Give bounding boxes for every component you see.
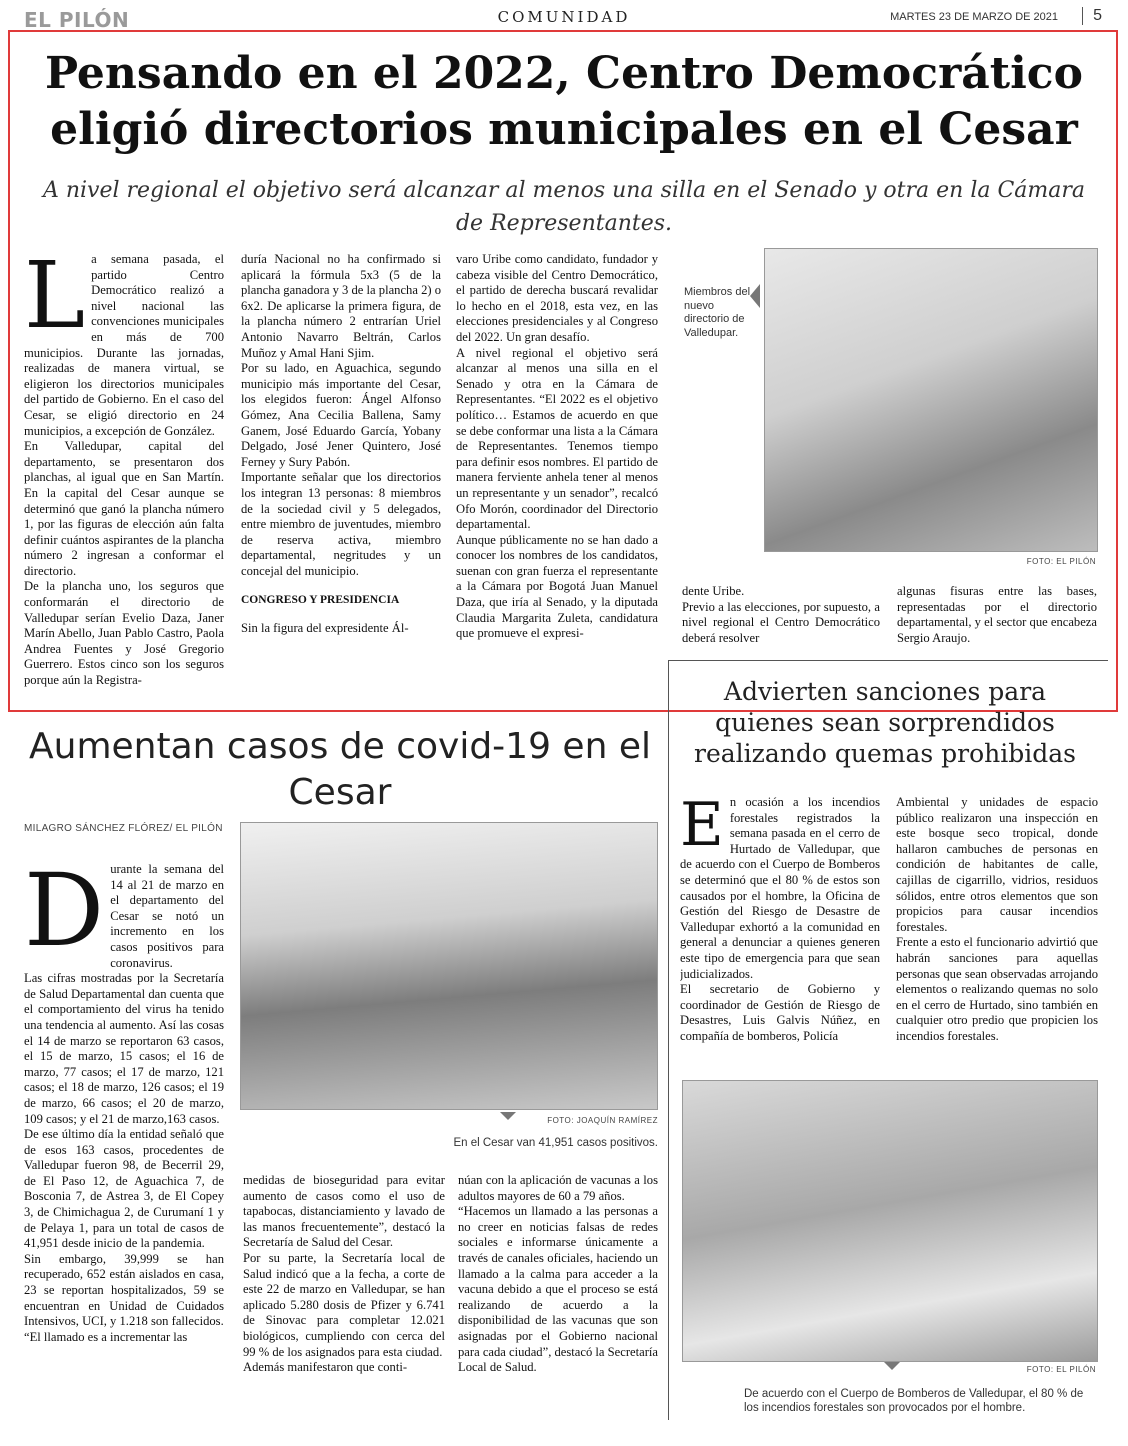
paragraph: duría Nacional no ha confirmado si aplicará la fórmula 5x3 (5 de la plancha ganadora y 3 de la plancha 2) o 6x2. De aplicarse la primera figura, de la plancha número 2 entrarían Uriel Antonio Navarro Beltrán, Carlos Muñoz y Amal Hani Sjim. — [241, 252, 441, 360]
paragraph: urante la semana del 14 al 21 de marzo en el departamento del Cesar se notó un incremento en los casos positivos para coronavirus. — [110, 862, 224, 970]
section-name: COMUNIDAD — [497, 8, 631, 26]
paragraph: algunas fisuras entre las bases, representadas por el directorio departamental, y el sector que encabeza Sergio Araujo. — [897, 584, 1097, 645]
paragraph: Por su parte, la Secretaría local de Salud indicó que a la fecha, a corte de este 22 de marzo en Valledupar, se han aplicado 5.280 dosis de Pfizer y 6.741 de Sinovac para completar 12.021 biológicos, cumpliendo con cerca del 99 % de los asignados para esta ciudad. — [243, 1250, 445, 1359]
article2-photo-credit: FOTO: JOAQUÍN RAMÍREZ — [547, 1116, 658, 1125]
article3-dropcap: E — [680, 795, 724, 860]
article2-byline: MILAGRO SÁNCHEZ FLÓREZ/ EL PILÓN — [24, 823, 223, 834]
article1-column-2 — [241, 252, 441, 694]
caption-arrow-icon — [884, 1362, 900, 1370]
article2-dropcap: D — [24, 862, 105, 969]
issue-date: MARTES 23 DE MARZO DE 2021 — [890, 11, 1058, 23]
paragraph: Además manifestaron que conti- — [243, 1360, 408, 1375]
article2-column-2 — [243, 1173, 445, 1423]
article3-photo-credit: FOTO: EL PILÓN — [1026, 1365, 1096, 1374]
paragraph: Previo a las elecciones, por supuesto, a nivel regional el Centro Democrático deberá resolver — [682, 599, 880, 645]
paragraph: Aunque públicamente no se han dado a conocer los nombres de los candidatos, suenan con gran fuerza el representante a la Cámara por Bogotá Juan Manuel Daza, que iría al Senado, y la diputada Claudia Margarita Zuleta, candidatura que promueve el expresi- — [456, 532, 658, 641]
paragraph: Ambiental y unidades de espacio público realizaron una inspección en este bosque seco tropical, donde hallaron cambuches de personas en condición de habitantes de calle, cajillas de cigarrillo, vidrios, residuos sólidos, entre otros elementos que son propicios para causar incendios forestales. — [896, 795, 1098, 934]
article2-column-3 — [458, 1173, 658, 1423]
article2-photo-caption: En el Cesar van 41,951 casos positivos. — [453, 1137, 658, 1149]
article1-column-1 — [24, 252, 224, 694]
paragraph: Importante señalar que los directorios los integran 13 personas: 8 miembros de la sociedad civil y 5 delegados, entre miembro de juventudes, miembro de reserva activa, miembro departamental, negritudes y un concejal del municipio. — [241, 470, 441, 578]
paragraph: El secretario de Gobierno y coordinador de Gestión de Riesgo de Desastres, Luis Galvis Núñez, en compañía de bomberos, Policía — [680, 982, 880, 1043]
paragraph: Las cifras mostradas por la Secretaría de Salud Departamental dan cuenta que el comportamiento del virus ha tenido una tendencia al aumento. Así las cosas el 14 de marzo se reportaron 63 casos, el 15 de marzo, 15 casos; el 16 de marzo, 77 casos; el 17 de marzo, 121 casos; el 18 de marzo, 126 casos; el 19 de marzo, 66 casos; el 20 de marzo, 109 casos; y el 21 de marzo,163 casos. — [24, 971, 224, 1126]
paragraph: Sin la figura del expresidente Ál- — [241, 621, 409, 636]
article3-headline: Advierten sanciones para quienes sean sorprendidos realizando quemas prohibidas — [694, 677, 1076, 768]
paragraph: Frente a esto el funcionario advirtió que habrán sanciones para aquellas personas que sean observadas arrojando elementos o realizando quemas no solo en el cerro de Hurtado, sino también en cualquier otro predio que propicien los incendios forestales. — [896, 935, 1098, 1043]
paragraph: medidas de bioseguridad para evitar aumento de casos como el uso de tapabocas, distanciamiento y lavado de las manos frecuentemente”, destacó la Secretaría de Salud del Cesar. — [243, 1173, 445, 1250]
article1-column-3 — [456, 252, 658, 694]
article1-subhead: A nivel regional el objetivo será alcanzar al menos una silla en el Senado y otra en la Cámara de Representantes. — [42, 178, 1086, 236]
paragraph: Por su lado, en Aguachica, segundo municipio más importante del Cesar, los elegidos fueron: Ángel Alfonso Gómez, Ana Cecilia Ballena, Samy Ganem, José Eduardo García, Yobany Delgado, José Jener Quintero, José Ferney y Sury Pabón. — [241, 361, 441, 469]
article1-photo-credit: FOTO: EL PILÓN — [1026, 557, 1096, 566]
paragraph: n ocasión a los incendios forestales registrados la semana pasada en el cerro de Hurtado de Valledupar, que de acuerdo con el Cuerpo de Bomberos se determinó que el 80 % de estos son causados por el hombre, la Oficina de Gestión del Riesgo de Desastre de Valledupar exhortó a la comunidad en general a denunciar a quienes generen este tipo de emergencia para que sean judicializados. — [680, 795, 880, 981]
page-number: 5 — [1082, 7, 1102, 25]
caption-arrow-icon — [750, 284, 760, 308]
article1-subtitle: CONGRESO Y PRESIDENCIA — [241, 594, 400, 607]
article3-photo-caption: De acuerdo con el Cuerpo de Bomberos de Valledupar, el 80 % de los incendios forestales son provocados por el hombre. — [744, 1388, 1084, 1414]
article2-headline: Aumentan casos de covid-19 en el Cesar — [29, 726, 651, 813]
paragraph: “El llamado es a incrementar las — [24, 1329, 188, 1344]
column-divider — [668, 660, 669, 1420]
section-divider — [668, 660, 1108, 661]
article1-headline: Pensando en el 2022, Centro Democrático eligió directorios municipales en el Cesar — [45, 48, 1083, 155]
paragraph: Sin embargo, 39,999 se han recuperado, 652 están aislados en casa, 23 se reportan hospitalizados, 59 se encuentran en Unidad de Cuidados Intensivos, UCI, y 1.218 son fallecidos. — [24, 1251, 224, 1329]
article1-photo-caption: Miembros del nuevo directorio de Valledupar. — [684, 286, 751, 339]
masthead-logo: EL PILÓN — [24, 8, 130, 32]
paragraph: núan con la aplicación de vacunas a los adultos mayores de 60 a 79 años. — [458, 1173, 658, 1203]
article1-dropcap: L — [24, 252, 86, 349]
paragraph: “Hacemos un llamado a las personas a no creer en noticias falsas de redes sociales e informarse únicamente a través de canales oficiales, haciendo un llamado a la calma para acceder a la vacuna debido a que el proceso se está realizando de acuerdo a la disponibilidad de las vacunas que son asignadas por el Gobierno nacional para cada ciudad”, destacó la Secretaría Local de Salud. — [458, 1204, 658, 1375]
article3-photo — [682, 1080, 1098, 1362]
article1-photo — [764, 248, 1098, 552]
paragraph: De ese último día la entidad señaló que de esos 163 casos, procedentes de Valledupar fueron 98, de Becerril 29, de El Paso 12, de Aguachica 7, de Bosconia 7, de Astrea 3, de El Copey 3, de Chimichagua 2, de Curumaní 1 y de Pelaya 1, para un total de casos de 41,951 desde inicio de la pandemia. — [24, 1127, 224, 1251]
paragraph: varo Uribe como candidato, fundador y cabeza visible del Centro Democrático, el partido de derecha buscará revalidar lo hecho en el 2018, esta vez, en las elecciones presidenciales y al Congreso del 2022. Un gran desafío. — [456, 252, 658, 344]
paragraph: a semana pasada, el partido Centro Democrático realizó a nivel nacional las convenciones municipales en más de 700 municipios. Durante las jornadas, realizadas de manera virtual, se eligieron los directorios municipales del partido de Gobierno. En el caso del Cesar, se eligió directorio en 24 municipios, a excepción de González. — [24, 252, 224, 438]
article1-column-5 — [897, 584, 1097, 648]
paragraph: dente Uribe. — [682, 584, 745, 598]
article2-photo — [240, 822, 658, 1110]
article2-column-1 — [24, 862, 224, 1424]
article3-column-1 — [680, 795, 880, 1071]
article1-column-4 — [682, 584, 880, 648]
article3-column-2 — [896, 795, 1098, 1071]
paragraph: A nivel regional el objetivo será alcanzar al menos una silla en el Senado y otra en la Cámara de Representantes. “El 2022 es el objetivo político… Estamos de acuerdo en que se debe conformar una lista a la Cámara de Representantes. Tenemos tiempo para definir esos nombres. El partido de manera ferviente anhela tener al menos un representante y un senador”, recalcó Ofo Morón, coordinador del Directorio departamental. — [456, 345, 658, 532]
paragraph: En Valledupar, capital del departamento, se presentaron dos planchas, al igual que en San Martín. En la capital del Cesar aunque se determinó que ganó la plancha número 1, por las figuras de elección aún falta definir cuántos aspirantes de la plancha número 2 ingresan a conformar el directorio. — [24, 439, 224, 578]
paragraph: De la plancha uno, los seguros que conformarán el directorio de Valledupar serían Evelio Daza, Janer Marín Abello, Juan Pablo Castro, Paola Andrea Fuentes y José Gregorio Guerrero. Estos cinco son los seguros porque aún la Registra- — [24, 579, 224, 688]
